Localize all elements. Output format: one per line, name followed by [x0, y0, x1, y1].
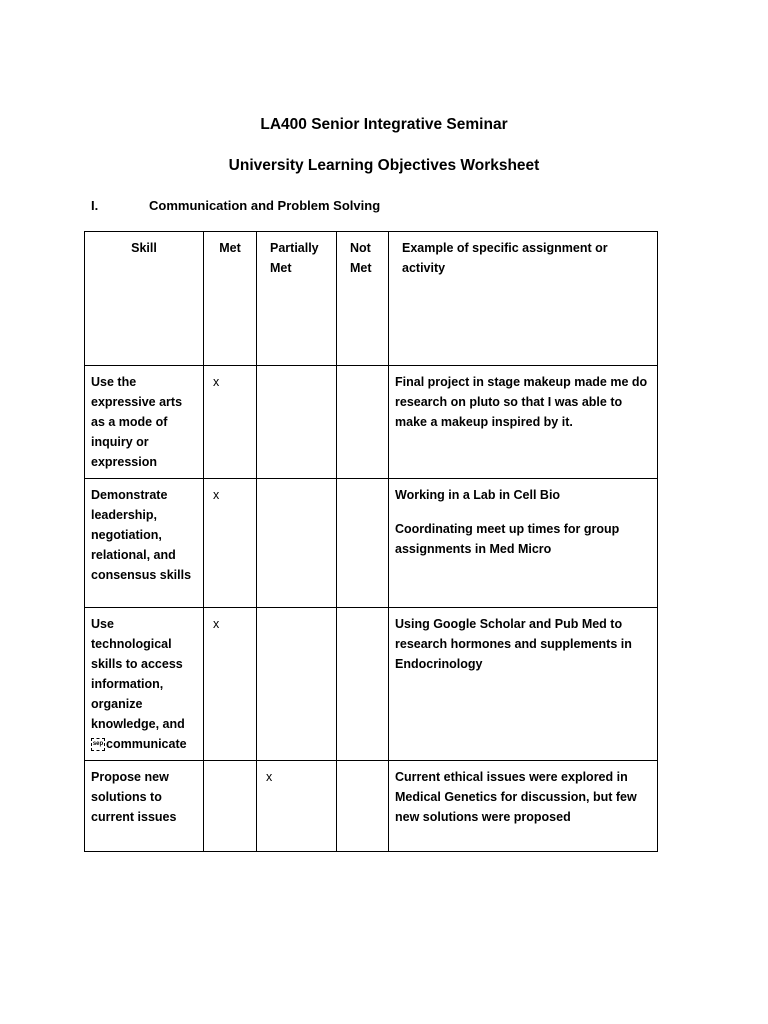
partially-met-cell: [257, 608, 337, 761]
skill-text-tail: communicate: [106, 737, 187, 751]
not-met-cell: [337, 608, 389, 761]
example-text: Final project in stage makeup made me do research on pluto so that I was able to make a makeup inspired by it.: [395, 375, 648, 429]
example-text: Working in a Lab in Cell Bio: [395, 488, 561, 502]
header-met: Met: [204, 232, 257, 366]
example-cell: [389, 761, 658, 852]
partially-met-cell: [257, 479, 337, 608]
skill-cell: Propose new solutions to current issues: [85, 761, 204, 852]
example-cell: [389, 366, 658, 479]
table-row: [85, 761, 658, 852]
met-cell: x: [204, 479, 257, 608]
met-cell: x: [204, 608, 257, 761]
section-title: Communication and Problem Solving: [149, 198, 381, 213]
met-cell: x: [204, 366, 257, 479]
skill-text: Use technological skills to access information, organize knowledge, and: [91, 617, 185, 731]
objectives-table: [84, 231, 658, 852]
example-cell: [389, 608, 658, 761]
example-text: Current ethical issues were explored in Medical Genetics for discussion, but few new solutions were proposed: [395, 770, 637, 824]
example-cell: [389, 479, 658, 608]
header-not-met: Not Met: [337, 232, 389, 366]
table-row: [85, 366, 658, 479]
partially-met-cell: x: [257, 761, 337, 852]
skill-cell: Use the expressive arts as a mode of inquiry or expression: [85, 366, 204, 479]
header-partially-met: Partially Met: [257, 232, 337, 366]
not-met-cell: [337, 761, 389, 852]
example-text: Using Google Scholar and Pub Med to research hormones and supplements in Endocrinology: [395, 617, 632, 671]
not-met-cell: [337, 479, 389, 608]
example-text: Coordinating meet up times for group assignments in Med Micro: [395, 522, 620, 556]
header-skill: Skill: [85, 232, 204, 366]
table-row: [85, 479, 658, 608]
skill-cell: Demonstrate leadership, negotiation, relational, and consensus skills: [85, 479, 204, 608]
separator-glyph-icon: sep: [91, 738, 105, 751]
partially-met-cell: [257, 366, 337, 479]
section-number: I.: [91, 198, 99, 213]
skill-cell: [85, 608, 204, 761]
document-subtitle: University Learning Objectives Worksheet: [228, 157, 540, 174]
header-example: Example of specific assignment or activity: [389, 232, 658, 366]
not-met-cell: [337, 366, 389, 479]
met-cell: [204, 761, 257, 852]
table-header-row: [85, 232, 658, 366]
document-title: LA400 Senior Integrative Seminar: [260, 116, 508, 133]
table-row: [85, 608, 658, 761]
